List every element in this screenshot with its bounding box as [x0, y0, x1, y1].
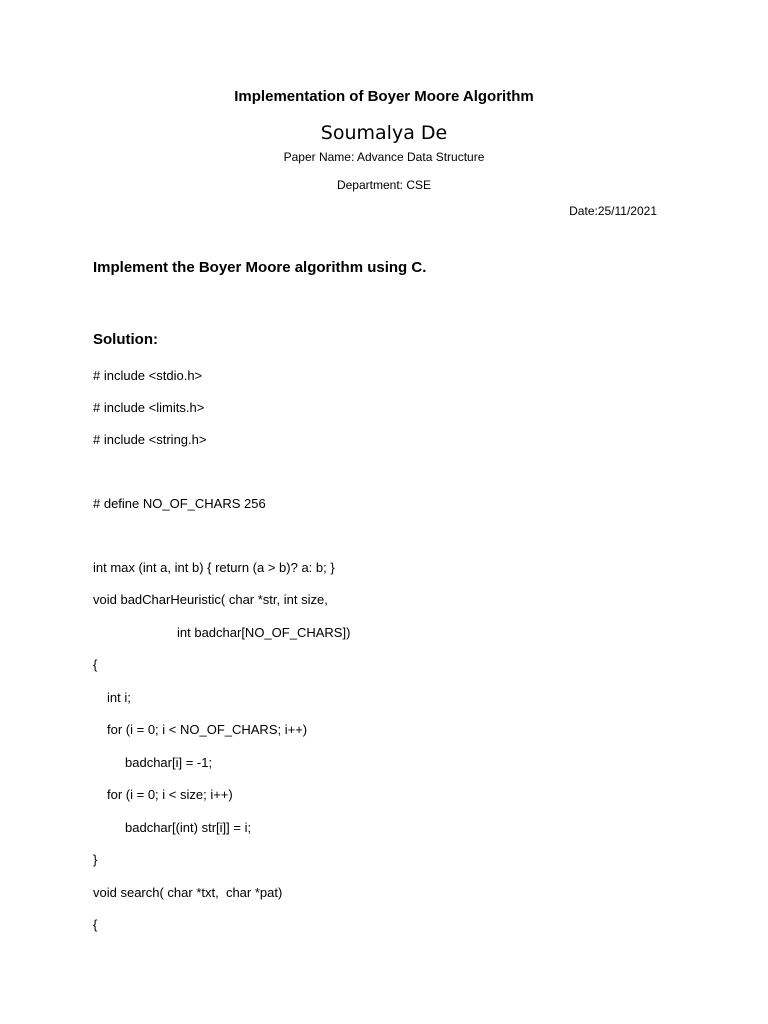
paper-name: Paper Name: Advance Data Structure [283, 150, 485, 164]
code-line-include-string: # include <string.h> [93, 432, 207, 447]
date: Date:25/11/2021 [569, 204, 657, 218]
code-line-close-brace: } [93, 852, 98, 867]
code-line-for-chars: for (i = 0; i < NO_OF_CHARS; i++) [107, 722, 308, 737]
code-line-search-signature: void search( char *txt, char *pat) [93, 885, 283, 900]
code-line-int-i: int i; [107, 690, 131, 705]
code-line-open-brace: { [93, 657, 98, 672]
code-line-badchar-init: badchar[i] = -1; [125, 755, 213, 770]
department: Department: CSE [336, 178, 432, 192]
code-line-search-open-brace: { [93, 917, 98, 932]
code-line-badchar-assign: badchar[(int) str[i]] = i; [125, 820, 252, 835]
solution-heading: Solution: [93, 331, 158, 348]
code-line-define: # define NO_OF_CHARS 256 [93, 496, 266, 511]
code-line-badchar-param: int badchar[NO_OF_CHARS]) [177, 625, 351, 640]
code-line-max-function: int max (int a, int b) { return (a > b)? a: b; } [93, 560, 335, 575]
task-heading: Implement the Boyer Moore algorithm using C. [93, 259, 427, 276]
code-line-badchar-signature: void badCharHeuristic( char *str, int size, [93, 592, 328, 607]
document-title: Implementation of Boyer Moore Algorithm [234, 88, 534, 105]
code-line-include-stdio: # include <stdio.h> [93, 368, 203, 383]
code-line-for-size: for (i = 0; i < size; i++) [107, 787, 233, 802]
code-line-include-limits: # include <limits.h> [93, 400, 205, 415]
author-name: Soumalya De [320, 122, 448, 144]
